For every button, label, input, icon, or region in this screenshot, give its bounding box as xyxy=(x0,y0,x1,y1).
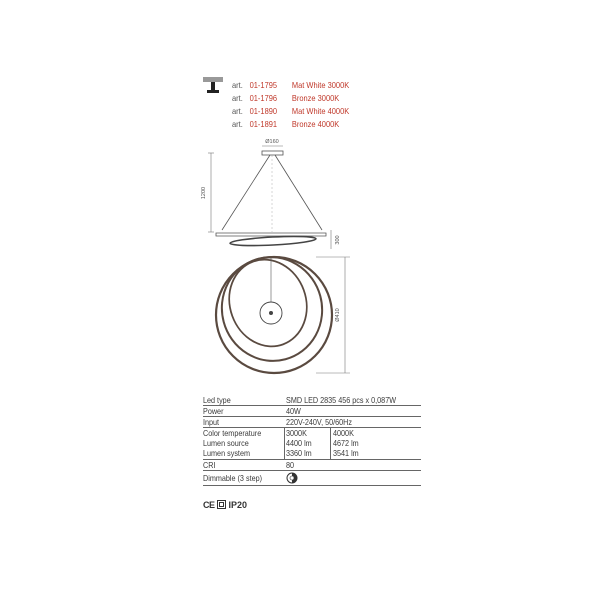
spec-value: 220V-240V, 50/60Hz xyxy=(286,417,353,427)
spec-value: 4400 lm xyxy=(286,438,312,448)
spec-row-dimmable xyxy=(203,470,421,485)
spec-value: 80 xyxy=(286,460,295,470)
height-dimension xyxy=(201,153,214,232)
height-label: 1200 xyxy=(201,186,207,200)
ring-diameter-label: Ø410 xyxy=(335,308,341,322)
column-divider xyxy=(330,427,331,459)
article-prefix: art. xyxy=(232,93,243,103)
article-code: 01-1795 xyxy=(249,80,278,90)
spec-label: Power xyxy=(203,406,224,416)
article-prefix: art. xyxy=(232,106,243,116)
column-divider xyxy=(284,427,285,459)
spec-value: 3360 lm xyxy=(286,448,312,458)
spec-label: Dimmable (3 step) xyxy=(203,473,263,483)
ring-height-dimension xyxy=(331,230,341,249)
certification-marks xyxy=(203,500,247,510)
spec-row-led-type xyxy=(203,395,421,405)
spec-value: 4000K xyxy=(333,428,354,438)
spec-label: Led type xyxy=(203,395,231,405)
spec-value: 4672 lm xyxy=(333,438,359,448)
spec-row-lumen-source xyxy=(203,438,421,448)
canopy xyxy=(262,151,283,155)
suspension-cable xyxy=(222,155,270,230)
spec-value: SMD LED 2835 456 pcs x 0,087W xyxy=(286,395,397,405)
side-view-ring xyxy=(230,235,316,247)
article-description: Mat White 3000K xyxy=(291,80,350,90)
article-description: Bronze 4000K xyxy=(291,119,340,129)
spec-label: Lumen system xyxy=(203,448,250,458)
middle-ring xyxy=(210,246,334,372)
article-code: 01-1796 xyxy=(249,93,278,103)
article-prefix: art. xyxy=(232,80,243,90)
canopy-dimension xyxy=(262,139,283,146)
ip-rating-icon: IP20 xyxy=(228,500,248,510)
spec-row-input xyxy=(203,416,421,427)
canopy-diameter-label: Ø160 xyxy=(265,139,279,145)
spec-value: 3541 lm xyxy=(333,448,359,458)
ce-mark-icon: CE xyxy=(203,500,215,510)
dimmable-icon xyxy=(286,472,298,484)
spec-row-cri xyxy=(203,459,421,470)
article-prefix: art. xyxy=(232,119,243,129)
spec-value: 3000K xyxy=(286,428,307,438)
spec-row-color-temperature xyxy=(203,427,421,438)
spec-row-lumen-system xyxy=(203,448,421,458)
side-view-bar xyxy=(216,233,326,236)
spec-label: Input xyxy=(203,417,220,427)
ring-height-label: 300 xyxy=(335,235,341,245)
front-view-rings xyxy=(210,246,334,373)
spec-value: 40W xyxy=(286,406,301,416)
spec-label: Color temperature xyxy=(203,428,262,438)
article-description: Bronze 3000K xyxy=(291,93,340,103)
article-code: 01-1891 xyxy=(249,119,278,129)
article-code: 01-1890 xyxy=(249,106,278,116)
spec-row-power xyxy=(203,405,421,416)
spec-label: CRI xyxy=(203,460,216,470)
article-description: Mat White 4000K xyxy=(291,106,350,116)
class-ii-icon xyxy=(217,500,226,509)
suspension-cable xyxy=(275,155,322,230)
spec-label: Lumen source xyxy=(203,438,249,448)
